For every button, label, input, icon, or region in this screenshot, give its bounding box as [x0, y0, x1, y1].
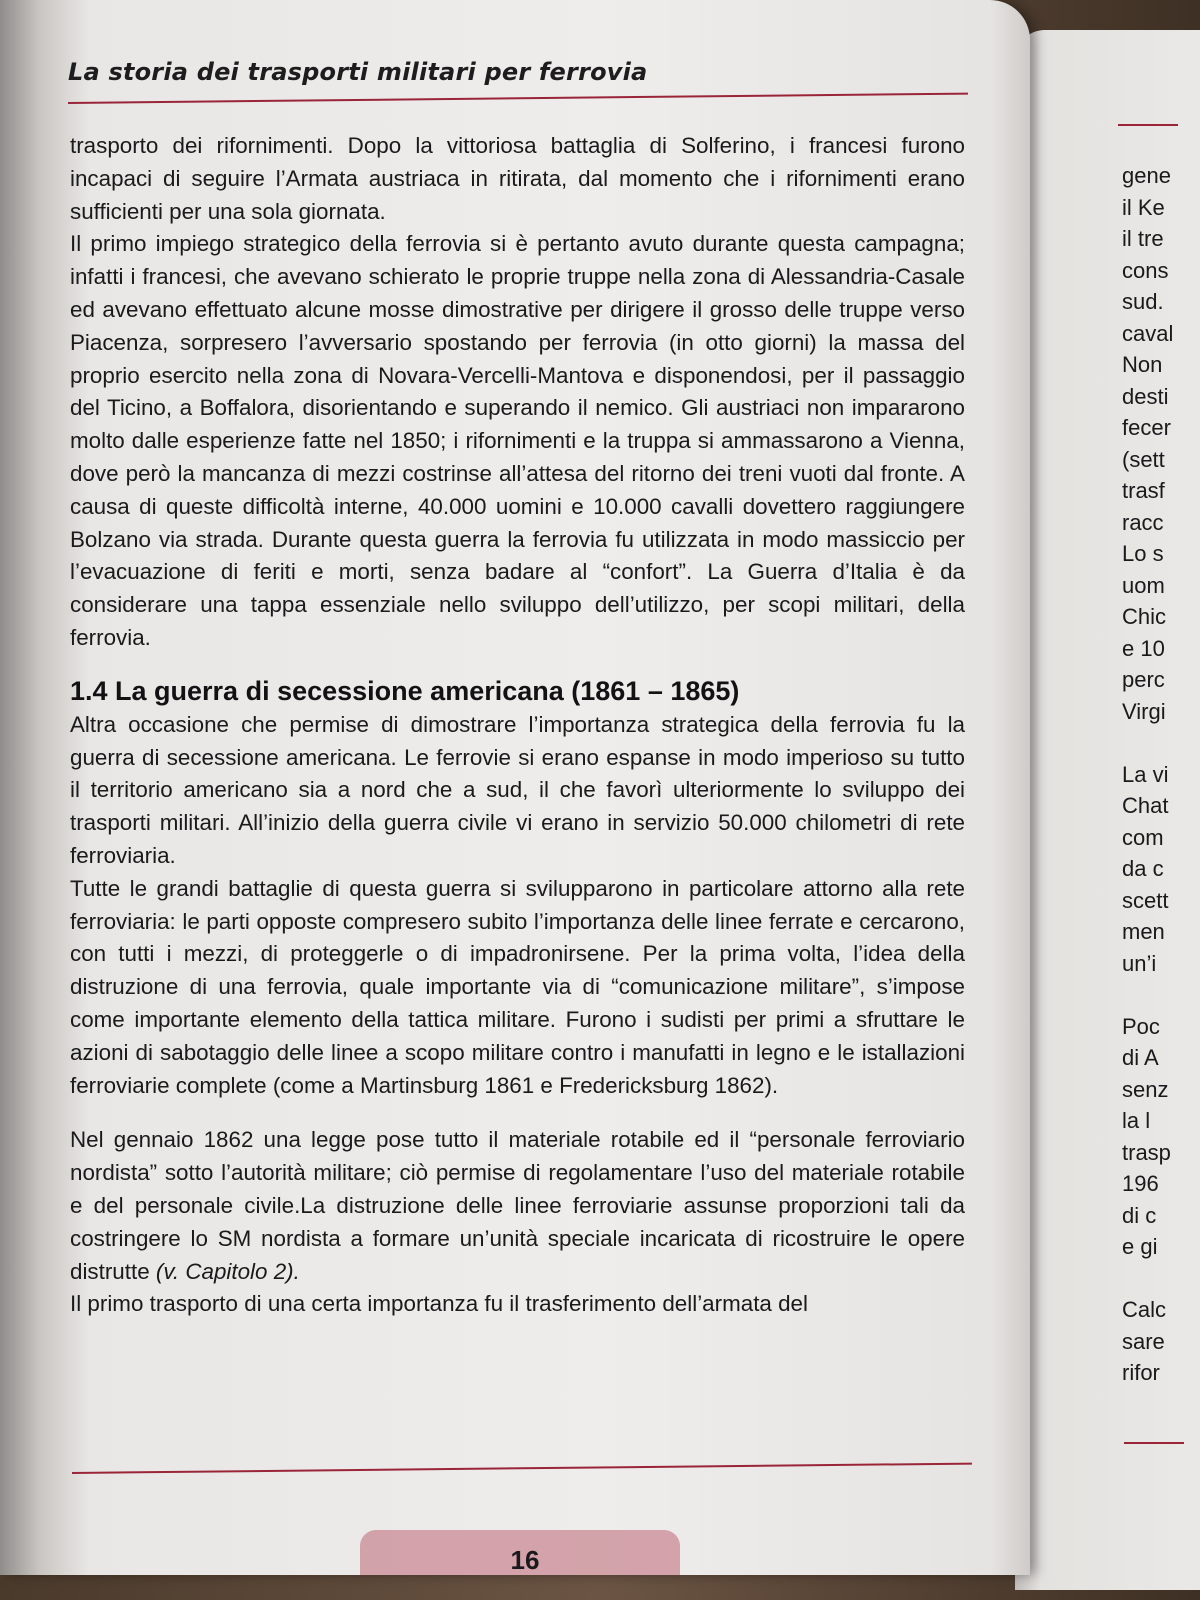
header-rule: [68, 93, 968, 104]
facing-page-line: desti: [1122, 383, 1169, 409]
facing-page-line: Non: [1122, 352, 1163, 377]
paragraph: Altra occasione che permise di dimostrare l’importanza strategica della ferrovia fu la guerra di secessione americana. Le ferrovie si erano espanse in modo imperioso su tutto il territorio americano sia a nord che a sud, il che favorì ulteriormente lo sviluppo dei trasporti militari. All’inizio della guerra civile vi erano in servizio 50.000 chilometri di rete ferroviaria.: [70, 711, 965, 868]
facing-page-line: la l: [1122, 1108, 1151, 1133]
facing-page-line: e gi: [1122, 1234, 1158, 1259]
facing-page-line: Chic: [1122, 604, 1167, 629]
facing-page-line: [1122, 1263, 1200, 1295]
facing-page-line: [1122, 979, 1200, 1011]
page-number: 16: [510, 1545, 540, 1575]
facing-page-line: il tre: [1122, 226, 1164, 251]
paragraph-text: Nel gennaio 1862 una legge pose tutto il materiale rotabile ed il “personale ferroviario nordista” sotto l’autorità militare; ciò permise di regolamentare l’uso del materiale rotabile e del personale civile.La distruzione delle linee ferroviarie assunse proporzioni tali da costringere lo SM nordista a formare un’unità speciale incaricata di ricostruire le opere distrutte: [70, 1127, 965, 1284]
facing-page-line: Chat: [1122, 793, 1169, 818]
paragraph-gap: [70, 1102, 965, 1124]
footer-rule: [72, 1463, 972, 1474]
facing-page-line: di c: [1122, 1202, 1157, 1228]
facing-page-line: caval: [1122, 320, 1174, 346]
facing-page-line: Virgi: [1122, 698, 1166, 724]
facing-page-line: (sett: [1122, 446, 1165, 472]
facing-page-line: [1122, 727, 1200, 759]
facing-page-line: com: [1122, 824, 1164, 850]
running-header: La storia dei trasporti militari per ferrovia: [68, 58, 648, 86]
facing-page-line: di A: [1122, 1045, 1159, 1070]
cross-reference: (v. Capitolo 2).: [155, 1258, 300, 1284]
facing-page-line: il Ke: [1122, 194, 1165, 220]
facing-page-bottom-rule: [1124, 1442, 1184, 1444]
facing-page-text: [1122, 160, 1200, 1389]
facing-page-line: Calc: [1122, 1297, 1167, 1322]
paragraph: Il primo trasporto di una certa importanza fu il trasferimento dell’armata del: [70, 1291, 808, 1317]
facing-page-line: gene: [1122, 163, 1171, 188]
facing-page-line: trasf: [1122, 478, 1165, 503]
paragraph: Tutte le grandi battaglie di questa guerra si svilupparono in particolare attorno alla rete ferroviaria: le parti opposte compresero subito l’importanza delle linee ferrate e cercarono, con tutti i mezzi, di proteggerle o di impadronirsene. Per la prima volta, l’idea della distruzione di una ferrovia, quale importante via di “comunicazione militare”, s’impose come importante elemento della tattica militare. Furono i sudisti per primi a sfruttare le azioni di sabotaggio delle linee a scopo militare contro i manufatti in legno e le istallazioni ferroviarie complete (come a Martinsburg 1861 e Fredericksburg 1862).: [70, 875, 965, 1098]
paragraph: trasporto dei rifornimenti. Dopo la vittoriosa battaglia di Solferino, i francesi furono incapaci di seguire l’Armata austriaca in ritirata, dal momento che i rifornimenti erano sufficienti per una sola giornata.: [70, 133, 965, 224]
facing-page-line: senz: [1122, 1076, 1169, 1102]
facing-page-line: Poc: [1122, 1013, 1160, 1039]
paragraph: [70, 1124, 965, 1288]
paragraph: Il primo impiego strategico della ferrovia si è pertanto avuto durante questa campagna; infatti i francesi, che avevano schierato le proprie truppe nella zona di Alessandria-Casale ed avevano effettuato alcune mosse dimostrative per dirigere il grosso delle truppe verso Piacenza, sorpresero l’avversario spostando per ferrovia (in otto giorni) la massa del proprio esercito nella zona di Novara-Vercelli-Mantova e disponendosi, per il passaggio del Ticino, a Boffalora, disorientando e superando il nemico. Gli austriaci non impararono molto dalle esperienze fatte nel 1850; i rifornimenti e la truppa si ammassarono a Vienna, dove però la mancanza di mezzi costrinse all’attesa del ritorno dei treni vuoti dal fronte. A causa di queste difficoltà interne, 40.000 uomini e 10.000 cavalli dovettero raggiungere Bolzano via strada. Durante questa guerra la ferrovia fu utilizzata in modo massiccio per l’evacuazione di feriti e morti, senza badare al “confort”. La Guerra d’Italia è da considerare una tappa essenziale nello sviluppo dell’utilizzo, per scopi militari, della ferrovia.: [70, 231, 965, 650]
facing-page-line: sare: [1122, 1328, 1165, 1354]
facing-page-top-rule: [1118, 124, 1178, 126]
facing-page-line: sud.: [1122, 289, 1164, 314]
facing-page-line: cons: [1122, 257, 1169, 283]
section-heading: 1.4 La guerra di secessione americana (1861 – 1865): [70, 675, 740, 706]
facing-page-line: men: [1122, 919, 1165, 944]
facing-page-line: da c: [1122, 856, 1164, 881]
facing-page-line: 196: [1122, 1171, 1159, 1196]
page-body: [70, 130, 965, 1321]
facing-page-line: un’i: [1122, 950, 1157, 976]
facing-page-line: rifor: [1122, 1360, 1160, 1385]
facing-page-line: perc: [1122, 667, 1165, 692]
facing-page-line: Lo s: [1122, 541, 1164, 566]
facing-page-line: trasp: [1122, 1139, 1171, 1165]
facing-page-line: racc: [1122, 509, 1164, 535]
facing-page-line: La vi: [1122, 761, 1169, 787]
facing-page-line: e 10: [1122, 635, 1165, 661]
facing-page-line: uom: [1122, 572, 1165, 598]
facing-page-line: scett: [1122, 887, 1169, 913]
facing-page-line: fecer: [1122, 415, 1171, 440]
